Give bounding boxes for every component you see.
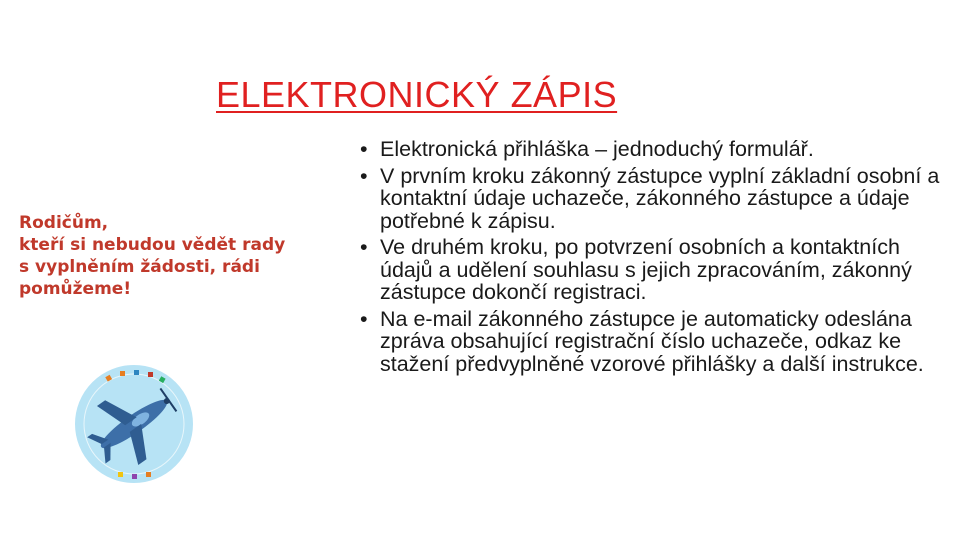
note-line: pomůžeme! — [19, 279, 132, 299]
enrollment-bullet-list — [354, 138, 944, 379]
bullet-dot: • — [360, 306, 368, 331]
note-line: Rodičům, — [19, 213, 109, 233]
list-item — [354, 308, 944, 376]
note-line: kteří si nebudou vědět rady — [19, 235, 286, 255]
bullet-text: Na e-mail zákonného zástupce je automaticky odeslána zpráva obsahující registrační číslo uchazeče, odkaz ke stažení předvyplněné vzorové přihlášky a další instrukce. — [380, 306, 924, 376]
slide-title: ELEKTRONICKÝ ZÁPIS — [216, 74, 618, 115]
bullet-dot: • — [360, 235, 368, 259]
bullet-text: V prvním kroku zákonný zástupce vyplní základní osobní a kontaktní údaje uchazeče, zákonného zástupce a údaje potřebné k zápisu. — [380, 163, 940, 233]
list-item — [354, 236, 944, 304]
list-item — [354, 165, 944, 233]
airplane-school-logo-icon — [70, 360, 198, 488]
list-item — [354, 138, 944, 161]
bullet-dot: • — [360, 163, 368, 188]
bullet-dot: • — [360, 137, 368, 161]
bullet-text: Ve druhém kroku, po potvrzení osobních a kontaktních údajů a udělení souhlasu s jejich zpracováním, zákonný zástupce dokončí registraci. — [380, 235, 912, 304]
note-line: s vyplněním žádosti, rádi — [19, 257, 260, 277]
bullet-text: Elektronická přihláška – jednoduchý formulář. — [380, 137, 814, 161]
parents-help-note — [19, 212, 319, 300]
